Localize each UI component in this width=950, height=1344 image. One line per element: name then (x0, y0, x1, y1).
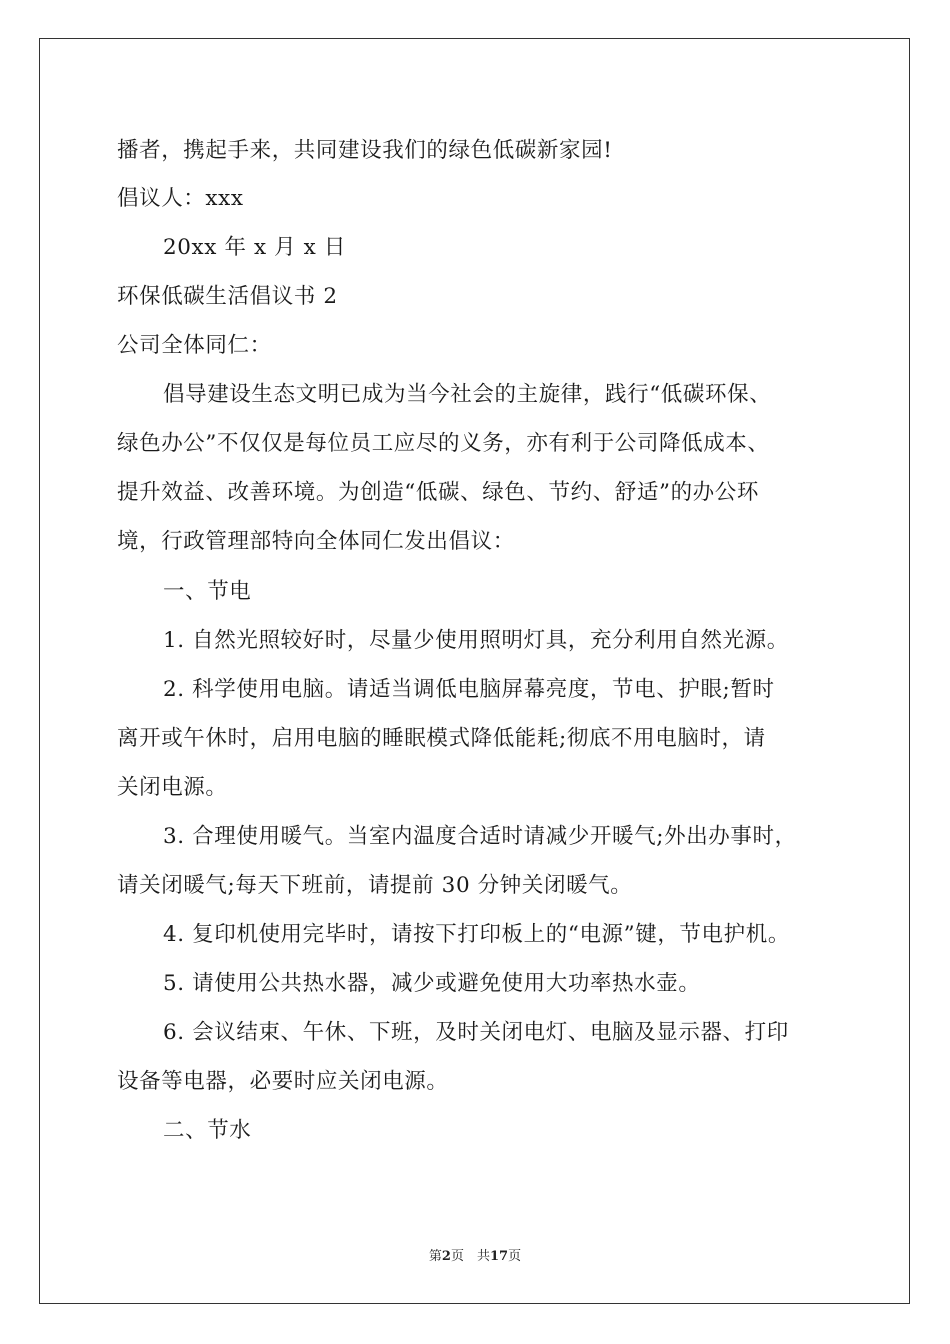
text-line: 倡导建设生态文明已成为当今社会的主旋律，践行“低碳环保、 (163, 382, 772, 407)
signatory-line: 倡议人：xxx (117, 186, 244, 211)
list-item: 5. 请使用公共热水器，减少或避免使用大功率热水壶。 (163, 971, 701, 996)
list-item: 3. 合理使用暖气。当室内温度合适时请减少开暖气;外出办事时， (163, 824, 797, 849)
list-item: 2. 科学使用电脑。请适当调低电脑屏幕亮度，节电、护眼;暂时 (163, 677, 775, 702)
text-line: 播者，携起手来，共同建设我们的绿色低碳新家园! (117, 138, 613, 163)
text-line: 请关闭暖气;每天下班前，请提前 30 分钟关闭暖气。 (117, 873, 633, 898)
text-line: 离开或午休时，启用电脑的睡眠模式降低能耗;彻底不用电脑时，请 (117, 726, 766, 751)
list-item: 6. 会议结束、午休、下班，及时关闭电灯、电脑及显示器、打印 (163, 1020, 789, 1045)
page-prefix: 第 (428, 1249, 442, 1264)
section-title: 环保低碳生活倡议书 2 (117, 284, 338, 309)
list-item: 4. 复印机使用完毕时，请按下打印板上的“电源”键，节电护机。 (163, 922, 790, 947)
subheading: 二、节水 (163, 1118, 252, 1143)
page-total: 17 (489, 1249, 509, 1264)
page-mid: 页 共 (450, 1249, 490, 1264)
page-footer (0, 1248, 950, 1266)
page-suffix: 页 (508, 1249, 522, 1264)
page-current: 2 (441, 1249, 451, 1264)
date-line: 20xx 年 x 月 x 日 (163, 235, 346, 260)
salutation: 公司全体同仁： (117, 333, 272, 358)
subheading: 一、节电 (163, 579, 252, 604)
text-line: 境，行政管理部特向全体同仁发出倡议： (117, 529, 515, 554)
text-line: 绿色办公”不仅仅是每位员工应尽的义务，亦有利于公司降低成本、 (117, 431, 770, 456)
text-line: 关闭电源。 (117, 775, 228, 800)
text-line: 提升效益、改善环境。为创造“低碳、绿色、节约、舒适”的办公环 (117, 480, 759, 505)
page-border (39, 38, 910, 1304)
list-item: 1. 自然光照较好时，尽量少使用照明灯具，充分利用自然光源。 (163, 628, 789, 653)
text-line: 设备等电器，必要时应关闭电源。 (117, 1069, 449, 1094)
